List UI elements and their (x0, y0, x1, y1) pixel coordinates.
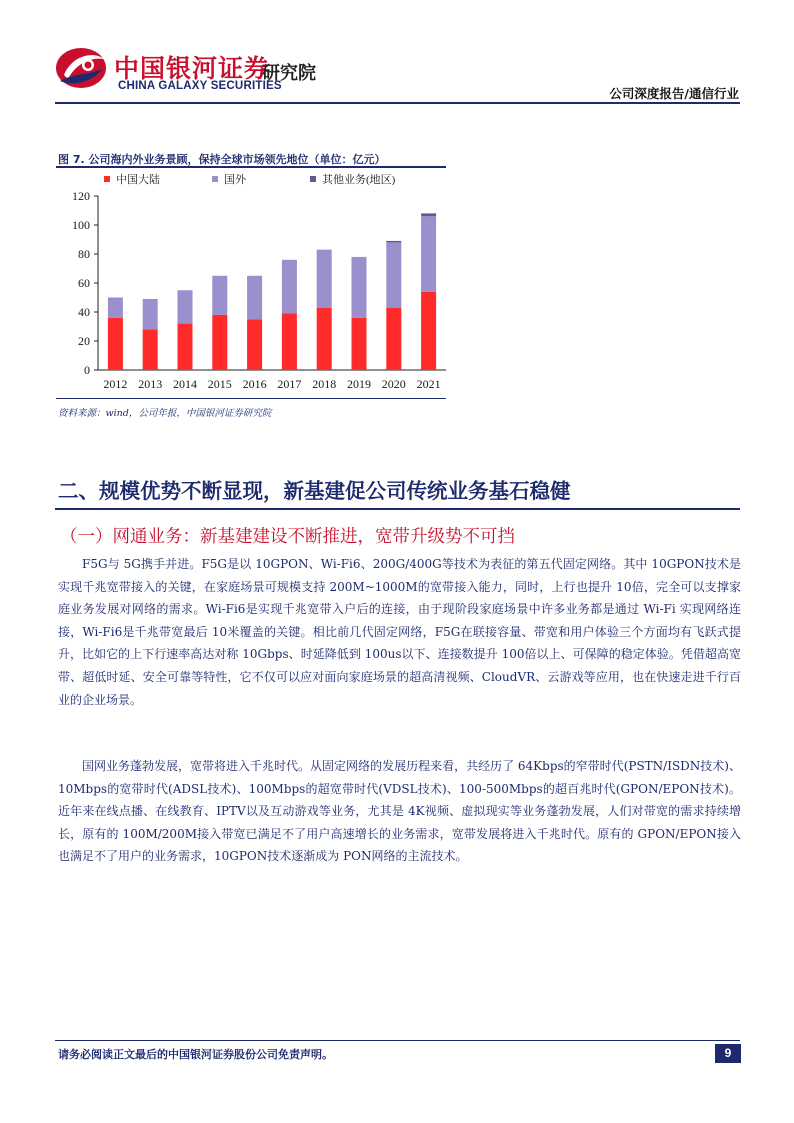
y-tick-label: 20 (78, 334, 90, 348)
bar-segment (282, 260, 297, 314)
bar-segment (386, 241, 401, 242)
paragraph-f5g: F5G与 5G携手并进。F5G是以 10GPON、Wi-Fi6、200G/400G等技术为表征的第五代固定网络。其中 10GPON技术是实现千兆宽带接入的关键，在家庭场景可规模支持 200M~1000M的宽带接入能力，同时，上行也提升 10倍，完全可以支撑家庭业务发展对网络的需求。Wi-Fi6是实现千兆宽带入户后的连接，由于现阶段家庭场景中许多业务都是通过 Wi-Fi 实现网络连接，Wi-Fi6是千兆带宽最后 10米覆盖的关键。相比前几代固定网络，F5G在联接容量、带宽和用户体验三个方面均有飞跃式提升，比如它的上下行速率高达对称 10Gbps、时延降低到 100us以下、连接数提升 100倍以上、可保障的稳定体验。凭借超高宽带、超低时延、安全可靠等特性，它不仅可以应对面向家庭场景的超高清视频、CloudVR、云游戏等应用，也在快速走进千行百业的企业场景。 (58, 557, 741, 707)
bar-segment (421, 292, 436, 370)
stacked-bar-chart (56, 168, 448, 398)
x-tick-label: 2018 (312, 377, 337, 391)
x-tick-label: 2021 (416, 377, 441, 391)
y-tick-label: 60 (78, 276, 90, 290)
bar-segment (352, 257, 367, 318)
logo-chinese-name: 中国银河证券 (114, 54, 271, 83)
x-tick-label: 2013 (138, 377, 163, 391)
bar-segment (212, 276, 227, 315)
x-tick-label: 2016 (242, 377, 267, 391)
x-tick-label: 2020 (381, 377, 406, 391)
institute-label: 研究院 (262, 63, 316, 84)
bar-segment (386, 308, 401, 370)
bar-segment (143, 329, 158, 370)
legend-swatch (104, 176, 110, 182)
bar-segment (143, 299, 158, 329)
report-type: 公司深度报告/通信行业 (609, 86, 739, 101)
legend-label: 中国大陆 (116, 174, 160, 186)
footer-disclaimer: 请务必阅读正文最后的中国银河证券股份公司免责声明。 (58, 1048, 333, 1061)
x-tick-label: 2017 (277, 377, 302, 391)
x-tick-label: 2012 (103, 377, 128, 391)
bar-segment (108, 298, 123, 318)
figure-title: 图 7. 公司海内外业务景顾，保持全球市场领先地位（单位：亿元） (58, 153, 386, 166)
bar-segment (282, 313, 297, 370)
bar-segment (178, 290, 193, 323)
figure-source: 资料来源：wind，公司年报，中国银河证券研究院 (58, 408, 272, 419)
legend-label: 国外 (224, 174, 246, 186)
bar-segment (212, 315, 227, 370)
y-tick-label: 0 (84, 363, 90, 377)
header-divider (55, 102, 740, 104)
y-tick-label: 80 (78, 247, 90, 261)
bar-segment (421, 213, 436, 216)
x-tick-label: 2014 (173, 377, 197, 391)
y-tick-label: 120 (72, 189, 90, 203)
bar-segment (178, 324, 193, 370)
section-heading: 二、规模优势不断显现，新基建促公司传统业务基石稳健 (58, 479, 571, 503)
paragraph-broadband: 国网业务蓬勃发展，宽带将进入千兆时代。从固定网络的发展历程来看，共经历了 64Kbps的窄带时代(PSTN/ISDN技术)、10Mbps的宽带时代(ADSL技术)、100Mbps的超宽带时代(VDSL技术)、100-500Mbps的超百兆时代(GPON/EPON技术)。近年来在线点播、在线教育、IPTV以及互动游戏等业务，尤其是 4K视频、虚拟现实等业务蓬勃发展，人们对带宽的需求持续增长，原有的 100M/200M接入带宽已满足不了用户高速增长的业务需求，宽带发展将进入千兆时代。原有的 GPON/EPON接入也满足不了用户的业务需求，10GPON技术逐渐成为 PON网络的主流技术。 (58, 759, 741, 864)
bar-segment (247, 276, 262, 320)
logo-english-name: CHINA GALAXY SECURITIES (118, 80, 282, 92)
y-tick-label: 40 (78, 305, 90, 319)
bar-segment (247, 319, 262, 370)
section-divider (55, 508, 740, 510)
footer-divider (55, 1040, 740, 1041)
bar-segment (421, 216, 436, 291)
y-tick-label: 100 (72, 218, 90, 232)
bar-segment (108, 318, 123, 370)
legend-swatch (310, 176, 316, 182)
subsection-heading: （一）网通业务：新基建建设不断推进，宽带升级势不可挡 (60, 527, 515, 547)
bar-segment (317, 308, 332, 370)
x-tick-label: 2019 (347, 377, 371, 391)
figure-bottom-rule (56, 398, 446, 399)
bar-segment (386, 242, 401, 307)
x-tick-label: 2015 (207, 377, 232, 391)
bar-segment (317, 250, 332, 308)
legend-label: 其他业务(地区) (322, 174, 396, 186)
legend-swatch (212, 176, 218, 182)
page-number: 9 (715, 1044, 741, 1063)
galaxy-logo-icon (54, 45, 108, 91)
bar-segment (352, 318, 367, 370)
